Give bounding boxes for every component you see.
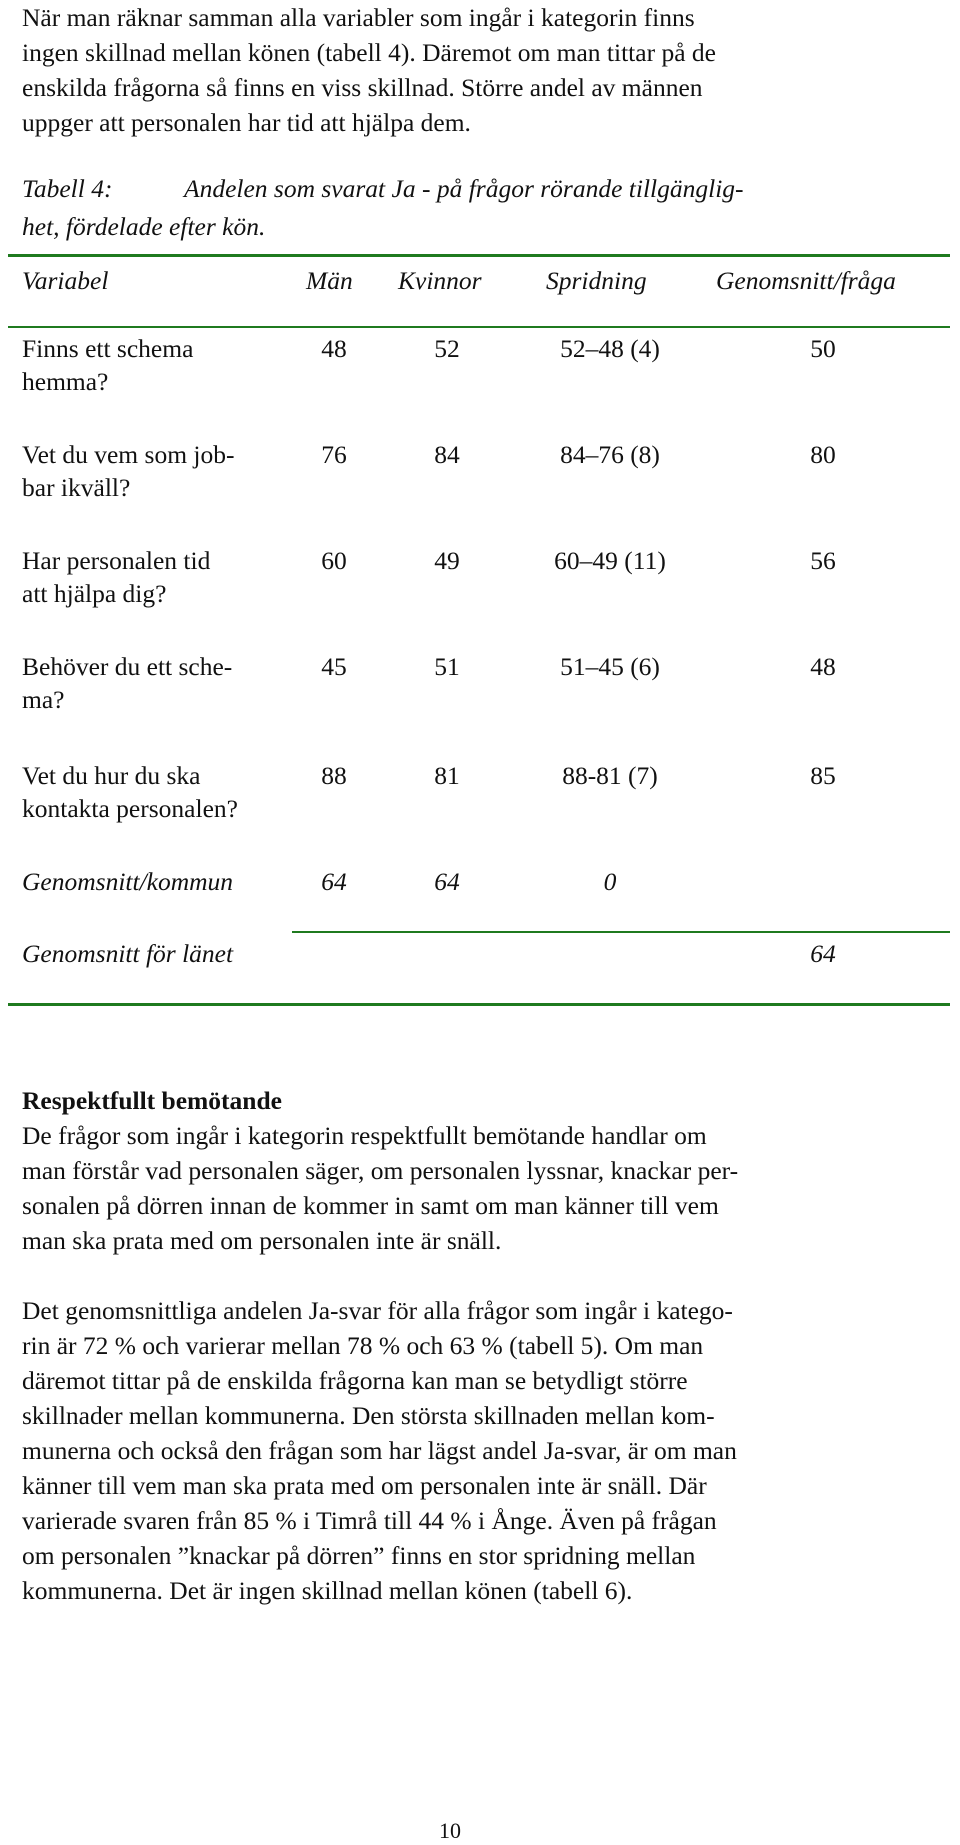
caption-text-line1: Andelen som svarat Ja - på frågor rörande tillgänglig- bbox=[184, 174, 744, 203]
intro-paragraph bbox=[22, 0, 922, 140]
row-average-value: 50 bbox=[810, 334, 836, 363]
row-spread-value: 52–48 (4) bbox=[560, 334, 660, 363]
text-line: varierade svaren från 85 % i Timrå till 44 % i Ånge. Även på frågan bbox=[22, 1506, 717, 1535]
section-paragraph bbox=[22, 1293, 922, 1608]
text-line: enskilda frågorna så finns en viss skillnad. Större andel av männen bbox=[22, 73, 703, 102]
row-men-value: 48 bbox=[321, 334, 347, 363]
county-average-value: 64 bbox=[810, 939, 836, 968]
row-average-value: 56 bbox=[810, 546, 836, 575]
municipality-average-spread: 0 bbox=[603, 867, 617, 896]
header-spread: Spridning bbox=[546, 266, 647, 295]
row-spread-value: 84–76 (8) bbox=[560, 440, 660, 469]
text-line: sonalen på dörren innan de kommer in samt om man känner till vem bbox=[22, 1191, 719, 1220]
text-line: man förstår vad personalen säger, om personalen lyssnar, knackar per- bbox=[22, 1156, 739, 1185]
row-women-value: 84 bbox=[434, 440, 460, 469]
text-line: De frågor som ingår i kategorin respektfullt bemötande handlar om bbox=[22, 1121, 707, 1150]
text-line: rin är 72 % och varierar mellan 78 % och 63 % (tabell 5). Om man bbox=[22, 1331, 704, 1360]
text-line: uppger att personalen har tid att hjälpa dem. bbox=[22, 108, 471, 137]
page-number: 10 bbox=[439, 1818, 461, 1843]
caption-text-line2: het, fördelade efter kön. bbox=[22, 212, 266, 241]
row-question-line1: Vet du vem som job- bbox=[22, 440, 235, 469]
row-average-value: 80 bbox=[810, 440, 836, 469]
municipality-average-women: 64 bbox=[434, 867, 460, 896]
row-question-line2: kontakta personalen? bbox=[22, 794, 238, 823]
row-question-line1: Vet du hur du ska bbox=[22, 761, 201, 790]
row-women-value: 49 bbox=[434, 546, 460, 575]
text-line: man ska prata med om personalen inte är snäll. bbox=[22, 1226, 502, 1255]
table-top-rule bbox=[8, 254, 950, 257]
section-heading: Respektfullt bemötande bbox=[22, 1086, 282, 1115]
text-line: munerna och också den frågan som har lägst andel Ja-svar, är om man bbox=[22, 1436, 737, 1465]
row-average-value: 48 bbox=[810, 652, 836, 681]
table-caption bbox=[22, 170, 922, 246]
row-men-value: 60 bbox=[321, 546, 347, 575]
row-women-value: 81 bbox=[434, 761, 460, 790]
header-average-per-question: Genomsnitt/fråga bbox=[716, 266, 896, 295]
county-average-label: Genomsnitt för länet bbox=[22, 939, 234, 968]
row-spread-value: 88-81 (7) bbox=[562, 761, 658, 790]
municipality-average-label: Genomsnitt/kommun bbox=[22, 867, 234, 896]
text-line: däremot tittar på de enskilda frågorna kan man se betydligt större bbox=[22, 1366, 688, 1395]
header-variable: Variabel bbox=[22, 266, 109, 295]
row-question-line1: Finns ett schema bbox=[22, 334, 194, 363]
row-men-value: 45 bbox=[321, 652, 347, 681]
caption-label: Tabell 4: bbox=[22, 174, 113, 203]
row-men-value: 76 bbox=[321, 440, 347, 469]
row-question-line2: att hjälpa dig? bbox=[22, 579, 167, 608]
row-spread-value: 60–49 (11) bbox=[554, 546, 666, 575]
row-men-value: 88 bbox=[321, 761, 347, 790]
row-question-line2: ma? bbox=[22, 685, 65, 714]
row-question-line2: hemma? bbox=[22, 367, 109, 396]
municipality-average-men: 64 bbox=[321, 867, 347, 896]
text-line: skillnader mellan kommunerna. Den största skillnaden mellan kom- bbox=[22, 1401, 715, 1430]
header-men: Män bbox=[306, 266, 353, 295]
row-women-value: 52 bbox=[434, 334, 460, 363]
row-average-value: 85 bbox=[810, 761, 836, 790]
text-line: När man räknar samman alla variabler som ingår i kategorin finns bbox=[22, 3, 695, 32]
text-line: kommunerna. Det är ingen skillnad mellan könen (tabell 6). bbox=[22, 1576, 633, 1605]
section-paragraph bbox=[22, 1118, 922, 1258]
header-women: Kvinnor bbox=[398, 266, 482, 295]
row-women-value: 51 bbox=[434, 652, 460, 681]
text-line: Det genomsnittliga andelen Ja-svar för alla frågor som ingår i katego- bbox=[22, 1296, 733, 1325]
row-question-line2: bar ikväll? bbox=[22, 473, 131, 502]
text-line: om personalen ”knackar på dörren” finns en stor spridning mellan bbox=[22, 1541, 696, 1570]
row-spread-value: 51–45 (6) bbox=[560, 652, 660, 681]
county-row-rule bbox=[292, 931, 950, 933]
text-line: känner till vem man ska prata med om personalen inte är snäll. Där bbox=[22, 1471, 707, 1500]
text-line: ingen skillnad mellan könen (tabell 4). Däremot om man tittar på de bbox=[22, 38, 716, 67]
row-question-line1: Behöver du ett sche- bbox=[22, 652, 233, 681]
header-rule bbox=[8, 326, 950, 328]
table-bottom-rule bbox=[8, 1003, 950, 1006]
row-question-line1: Har personalen tid bbox=[22, 546, 211, 575]
